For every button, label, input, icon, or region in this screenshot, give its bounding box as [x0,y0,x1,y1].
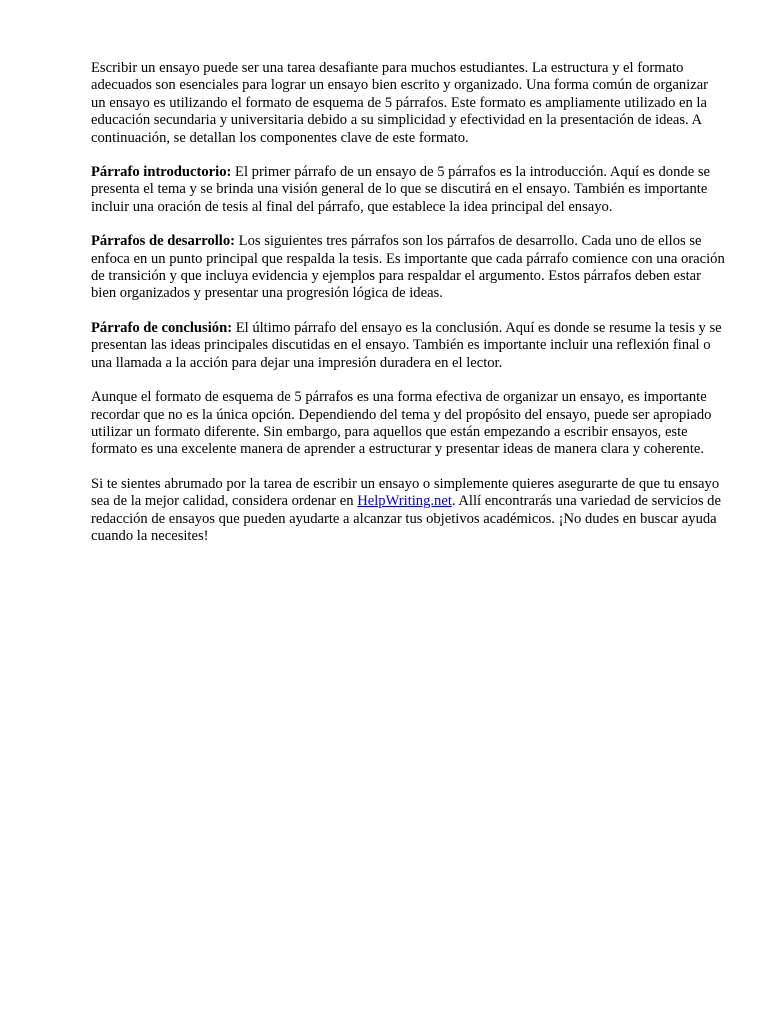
section-heading-conclusion: Párrafo de conclusión: [91,319,233,336]
section-heading-introductory: Párrafo introductorio: [91,164,232,181]
cta-text-after-link: . Allí encontrarás una variedad de servicios de redacción de ensayos que pueden ayudarte a alcanzar tus objetivos académicos. ¡No dudes en buscar ayuda cuando la necesites! [91,493,721,544]
section-development-paragraph [91,233,726,303]
section-conclusion-paragraph [91,320,726,372]
section-text-introductory: El primer párrafo de un ensayo de 5 párrafos es la introducción. Aquí es donde se presenta el tema y se brinda una visión general de lo que se discutirá en el ensayo. También es importante incluir una oración de tesis al final del párrafo, que establece la idea principal del ensayo. [91,164,710,215]
section-heading-development: Párrafos de desarrollo: [91,233,236,250]
document-page [91,60,726,562]
closing-paragraph: Aunque el formato de esquema de 5 párrafos es una forma efectiva de organizar un ensayo, es importante recordar que no es la única opción. Dependiendo del tema y del propósito del ensayo, puede ser apropiado utilizar un formato diferente. Sin embargo, para aquellos que están empezando a escribir ensayos, este formato es una excelente manera de aprender a estructurar y presentar ideas de manera clara y coherente. [91,389,712,458]
helpwriting-link[interactable]: HelpWriting.net [357,493,452,510]
section-introductory-paragraph [91,164,726,216]
intro-paragraph: Escribir un ensayo puede ser una tarea desafiante para muchos estudiantes. La estructura y el formato adecuados son esenciales para lograr un ensayo bien escrito y organizado. Una forma común de organizar un ensayo es utilizando el formato de esquema de 5 párrafos. Este formato es ampliamente utilizado en la educación secundaria y universitaria debido a su simplicidad y efectividad en la presentación de ideas. A continuación, se detallan los componentes clave de este formato. [91,60,709,146]
cta-paragraph [91,476,726,546]
section-text-development: Los siguientes tres párrafos son los párrafos de desarrollo. Cada uno de ellos se enfoca en un punto principal que respalda la tesis. Es importante que cada párrafo comience con una oración de transición y que incluya evidencia y ejemplos para respaldar el argumento. Estos párrafos deben estar bien organizados y presentar una progresión lógica de ideas. [91,233,725,302]
cta-text-before-link: Si te sientes abrumado por la tarea de escribir un ensayo o simplemente quieres asegurarte de que tu ensayo sea de la mejor calidad, considera ordenar en [91,475,720,510]
section-text-conclusion: El último párrafo del ensayo es la conclusión. Aquí es donde se resume la tesis y se presentan las ideas principales discutidas en el ensayo. También es importante incluir una reflexión final o una llamada a la acción para dejar una impresión duradera en el lector. [91,319,722,371]
